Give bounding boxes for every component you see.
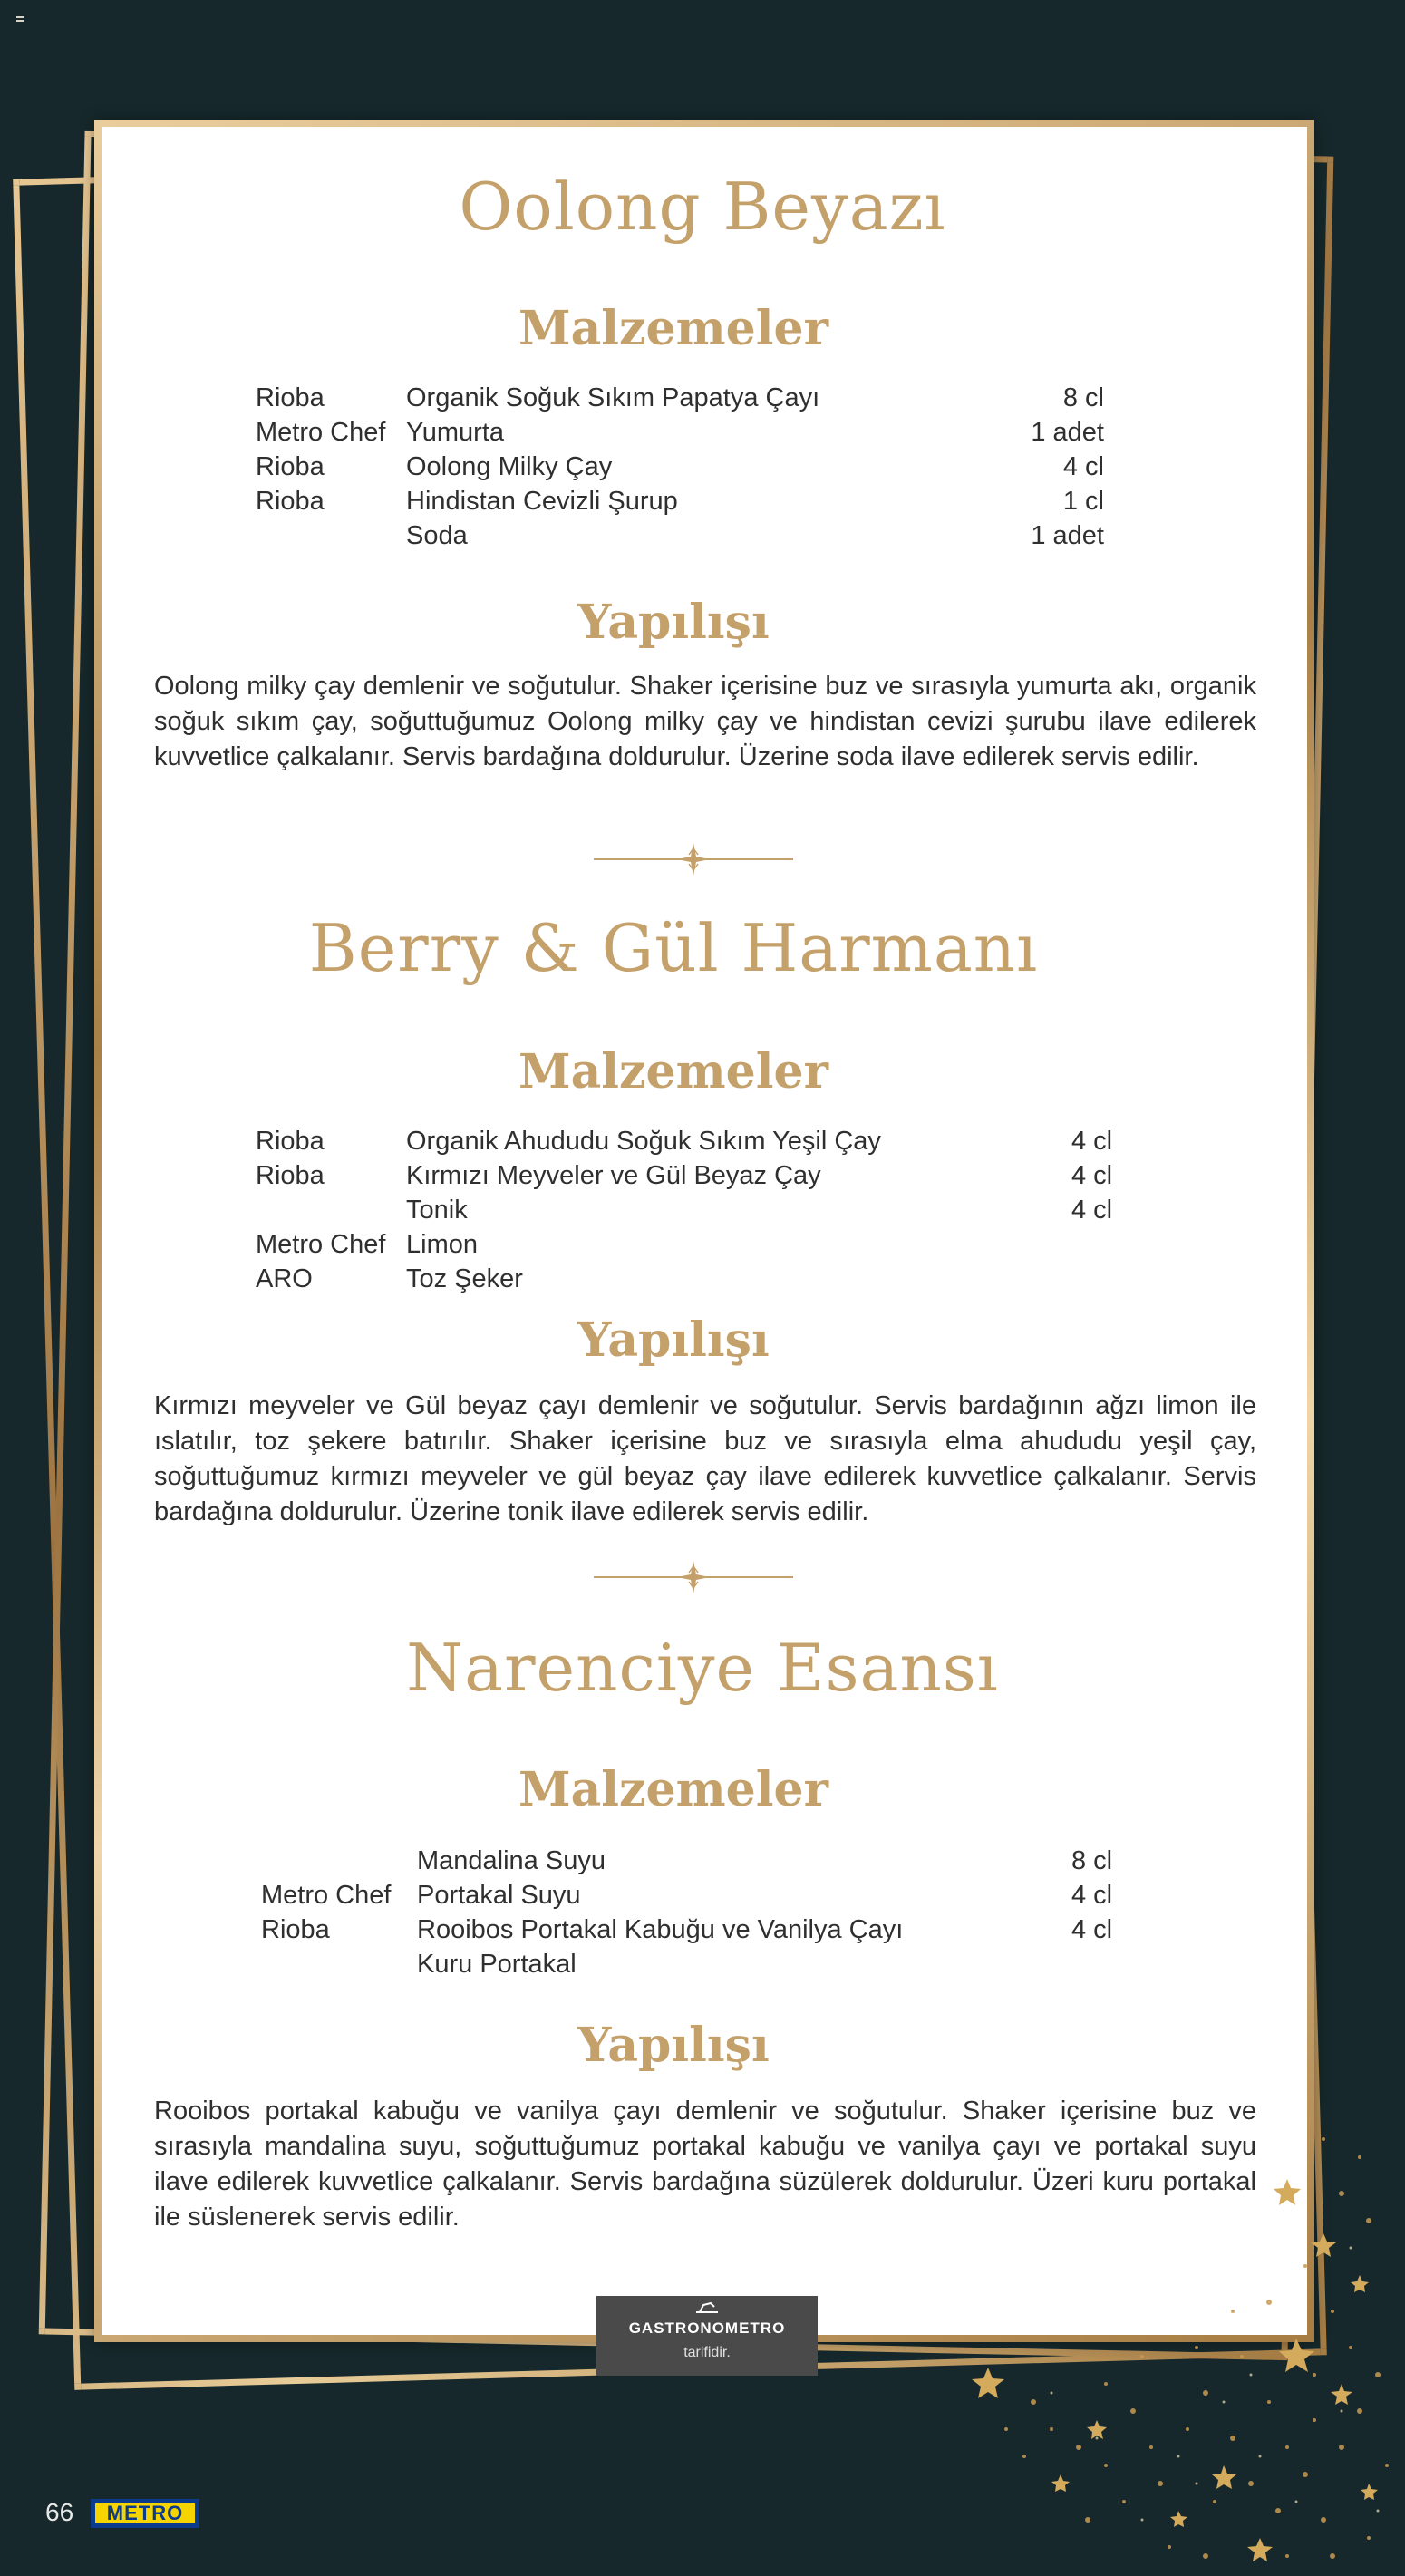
ingredient-qty: 1 adet: [1031, 418, 1104, 447]
ingredients-heading: Malzemeler: [518, 1762, 828, 1817]
gold-sparkles: [780, 2085, 1405, 2576]
ingredient-row: [256, 518, 1104, 553]
ingredient-name: Kırmızı Meyveler ve Gül Beyaz Çay: [406, 1161, 821, 1190]
ingredient-row: [261, 1947, 1122, 1981]
ingredient-qty: 4 cl: [1071, 1915, 1113, 1944]
ingredient-name: Portakal Suyu: [417, 1881, 581, 1910]
ingredient-qty: 4 cl: [1071, 1161, 1113, 1190]
ingredient-brand: Rioba: [256, 487, 325, 516]
ingredient-brand: ARO: [256, 1264, 313, 1293]
ingredient-row: [261, 1913, 1122, 1947]
ingredient-row: [256, 1262, 1117, 1296]
ingredient-row: [256, 1227, 1117, 1262]
ingredient-row: [256, 450, 1104, 484]
metro-logo-text: METRO: [95, 2503, 195, 2523]
ingredient-row: [256, 415, 1104, 450]
ingredient-name: Hindistan Cevizli Şurup: [406, 487, 678, 516]
menu-glyph: [16, 16, 24, 22]
ingredients-heading: Malzemeler: [518, 301, 828, 356]
ingredient-name: Yumurta: [406, 418, 504, 447]
ingredient-brand: Metro Chef: [256, 1230, 386, 1259]
ingredient-row: [261, 1878, 1122, 1913]
method-heading: Yapılışı: [577, 1312, 770, 1368]
ingredient-name: Toz Şeker: [406, 1264, 523, 1293]
ingredient-brand: Rioba: [256, 383, 325, 412]
ingredient-qty: 4 cl: [1071, 1881, 1113, 1910]
ingredient-name: Kuru Portakal: [417, 1950, 577, 1979]
ingredient-name: Rooibos Portakal Kabuğu ve Vanilya Çayı: [417, 1915, 904, 1944]
ingredient-name: Mandalina Suyu: [417, 1846, 606, 1875]
method-text: Kırmızı meyveler ve Gül beyaz çayı demlenir ve soğutulur. Servis bardağının ağzı limon ile ıslatılır, toz şekere batırılır. Shaker içerisine buz ve sırasıyla elma ahududu yeşil çay, soğuttuğumuz kırmızı meyveler ve gül beyaz çay ilave edilerek kuvvetlice çalkalanır. Servis bardağına doldurulur. Üzerine tonik ilave edilerek servis edilir.: [154, 1391, 1256, 1526]
ingredient-name: Oolong Milky Çay: [406, 452, 613, 481]
ingredient-qty: 4 cl: [1062, 452, 1104, 481]
method-heading: Yapılışı: [577, 595, 770, 650]
ingredient-name: Soda: [406, 521, 468, 550]
ingredient-qty: 8 cl: [1062, 383, 1104, 412]
ingredient-qty: 1 cl: [1062, 487, 1104, 516]
ingredient-brand: Rioba: [256, 1161, 325, 1190]
logo-sub-text: tarifidir.: [683, 2345, 731, 2360]
recipe-title: Narenciye Esansı: [406, 1630, 999, 1706]
logo-main-text: GASTRONOMETRO: [628, 2319, 786, 2337]
ingredient-brand: Rioba: [256, 1127, 325, 1156]
ingredient-brand: Rioba: [261, 1915, 330, 1944]
method-text: Oolong milky çay demlenir ve soğutulur. Shaker içerisine buz ve sırasıyla yumurta akı, organik soğuk sıkım çay, soğuttuğumuz Oolong milky çay ve hindistan cevizi şurubu ilave edilerek kuvvetlice çalkalanır. Servis bardağına doldurulur. Üzerine soda ilave edilerek servis edilir.: [154, 672, 1256, 771]
star-divider: [594, 841, 793, 877]
ingredient-row: [256, 1193, 1117, 1227]
ingredient-row: [256, 1124, 1117, 1158]
page-number: 66: [45, 2498, 74, 2526]
ingredient-row: [256, 381, 1104, 415]
ingredient-row: [261, 1844, 1122, 1878]
ingredient-qty: 4 cl: [1071, 1196, 1113, 1225]
recipe-title: Berry & Gül Harmanı: [308, 910, 1039, 986]
chef-hat-icon: [694, 2301, 720, 2314]
ingredient-name: Tonik: [406, 1196, 468, 1225]
ingredient-row: [256, 484, 1104, 518]
ingredient-qty: 8 cl: [1071, 1846, 1113, 1875]
ingredient-row: [256, 1158, 1117, 1193]
ingredients-heading: Malzemeler: [518, 1044, 828, 1099]
star-divider: [594, 1559, 793, 1595]
method-text: Rooibos portakal kabuğu ve vanilya çayı demlenir ve soğutulur. Shaker içerisine buz ve sırasıyla mandalina suyu, soğuttuğumuz portakal kabuğu ve vanilya çayı ve portakal suyu ilave edilerek kuvvetlice çalkalanır. Servis bardağına süzülerek doldurulur. Üzeri kuru portakal ile süslenerek servis edilir.: [154, 2097, 1256, 2232]
metro-logo: [91, 2499, 199, 2528]
method-heading: Yapılışı: [577, 2018, 770, 2073]
ingredient-brand: Metro Chef: [256, 418, 386, 447]
ingredient-name: Organik Soğuk Sıkım Papatya Çayı: [406, 383, 820, 412]
ingredient-name: Organik Ahududu Soğuk Sıkım Yeşil Çay: [406, 1127, 881, 1156]
ingredient-qty: 4 cl: [1071, 1127, 1113, 1156]
ingredient-brand: Rioba: [256, 452, 325, 481]
ingredient-qty: 1 adet: [1031, 521, 1104, 550]
ingredient-brand: Metro Chef: [261, 1881, 392, 1910]
recipe-title: Oolong Beyazı: [459, 169, 946, 245]
ingredient-name: Limon: [406, 1230, 478, 1259]
